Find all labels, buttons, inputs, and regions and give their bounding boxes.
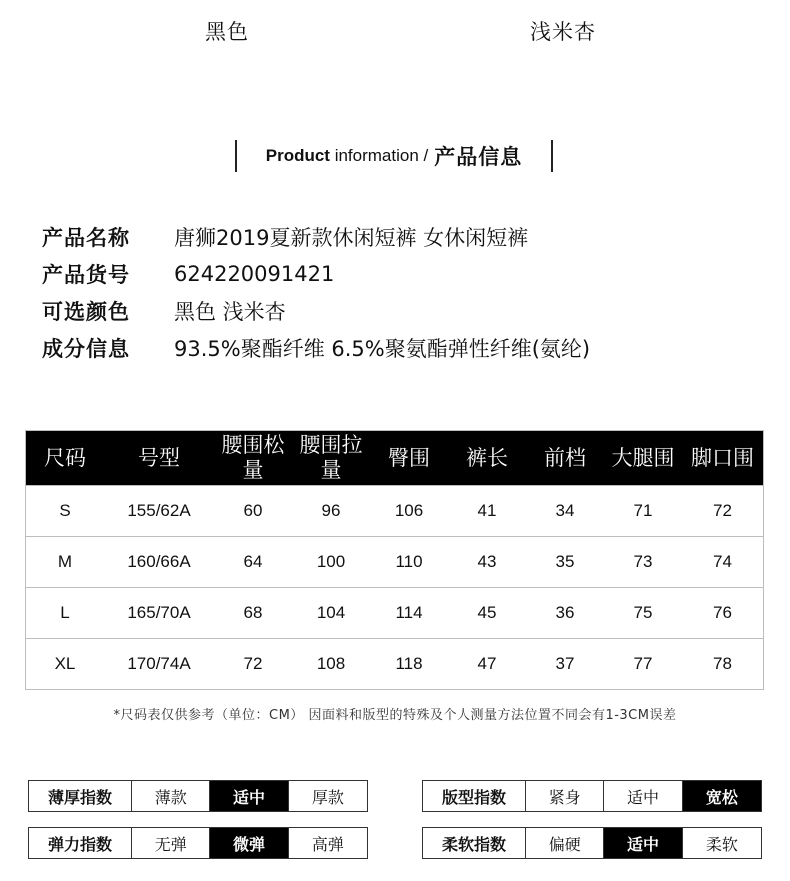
info-value: 唐狮2019夏新款休闲短裤 女休闲短裤 (174, 225, 529, 250)
product-info (42, 218, 590, 366)
table-cell: 165/70A (127, 603, 191, 622)
index-option: 无弹 (132, 828, 210, 858)
table-cell: 118 (395, 654, 423, 673)
table-cell: 76 (713, 603, 732, 622)
index-option: 适中 (210, 781, 288, 811)
info-row-sku (42, 255, 590, 292)
table-cell: 106 (394, 501, 424, 520)
table-row (26, 485, 763, 536)
table-cell: 104 (316, 603, 346, 622)
index-option: 高弹 (311, 834, 344, 854)
info-value: 624220091421 (174, 261, 335, 286)
table-cell: 75 (633, 603, 653, 622)
header-cell: 前档 (544, 446, 586, 470)
table-cell: 68 (243, 603, 263, 622)
index-option: 紧身 (526, 781, 604, 811)
info-row-composition (42, 329, 590, 366)
table-cell: S (59, 501, 71, 520)
header-cell: 臀围 (388, 446, 430, 470)
info-key: 产品货号 (42, 262, 130, 287)
index-label: 版型指数 (423, 781, 526, 811)
table-cell: 35 (555, 552, 575, 571)
index-option: 适中 (604, 828, 682, 858)
header-cell: 大腿围 (611, 446, 675, 470)
index-option: 微弹 (210, 828, 288, 858)
index-thickness (28, 780, 368, 812)
table-cell: 41 (477, 501, 497, 520)
table-cell: 160/66A (127, 552, 191, 571)
table-cell: 73 (633, 552, 653, 571)
table-cell: XL (54, 654, 76, 673)
index-fit (422, 780, 762, 812)
size-note: *尺码表仅供参考（单位：CM） 因面料和版型的特殊及个人测量方法位置不同会有1-3CM误差 (113, 708, 677, 723)
table-cell: 100 (316, 552, 346, 571)
section-header (235, 140, 553, 172)
index-softness (422, 827, 762, 859)
table-cell: 72 (713, 501, 732, 520)
header-cell: 腰围松量 (221, 434, 285, 482)
table-cell: 114 (395, 603, 423, 622)
table-cell: 36 (555, 603, 575, 622)
table-cell: 72 (243, 654, 263, 673)
index-option: 适中 (604, 781, 682, 811)
table-row (26, 587, 763, 638)
table-cell: 60 (243, 501, 263, 520)
header-cell: 号型 (138, 446, 180, 470)
header-cell: 尺码 (44, 446, 86, 470)
table-cell: 155/62A (127, 501, 191, 520)
table-cell: 64 (243, 552, 263, 571)
table-cell: L (60, 603, 70, 622)
table-row (26, 638, 763, 689)
table-cell: 47 (477, 654, 497, 673)
header-cell: 腰围拉量 (299, 434, 363, 482)
table-cell: 74 (713, 552, 732, 571)
table-cell: 78 (713, 654, 732, 673)
index-option: 宽松 (683, 781, 761, 811)
table-cell: 108 (316, 654, 346, 673)
index-label: 薄厚指数 (29, 781, 132, 811)
table-row (26, 536, 763, 587)
table-cell: 77 (633, 654, 653, 673)
size-table-header (26, 431, 763, 485)
table-cell: 71 (633, 501, 653, 520)
section-header-cn: 产品信息 (434, 145, 523, 169)
table-cell: 96 (321, 501, 341, 520)
info-value: 93.5%聚酯纤维 6.5%聚氨酯弹性纤维(氨纶) (174, 336, 591, 361)
section-header-en-bold: Product (265, 146, 330, 165)
index-option: 偏硬 (526, 828, 604, 858)
section-header-en (266, 146, 429, 166)
header-cell: 裤长 (466, 446, 508, 470)
index-option: 柔软 (705, 834, 738, 854)
table-cell: 43 (477, 552, 497, 571)
section-header-en-rest: information / (334, 146, 429, 165)
index-option: 薄款 (132, 781, 210, 811)
color-label-black: 黑色 (205, 20, 249, 44)
index-option: 厚款 (311, 787, 344, 807)
info-key: 可选颜色 (42, 299, 130, 324)
info-row-colors (42, 292, 590, 329)
table-cell: 34 (555, 501, 575, 520)
header-cell: 脚口围 (691, 446, 754, 470)
table-cell: 37 (555, 654, 575, 673)
index-elasticity (28, 827, 368, 859)
info-value: 黑色 浅米杏 (174, 299, 286, 324)
index-label: 弹力指数 (29, 828, 132, 858)
color-label-beige: 浅米杏 (530, 20, 596, 44)
info-key: 成分信息 (42, 336, 130, 361)
table-cell: 45 (477, 603, 497, 622)
table-cell: 170/74A (127, 654, 191, 673)
table-cell: M (57, 552, 73, 571)
info-key: 产品名称 (42, 225, 130, 250)
size-table (25, 430, 764, 690)
table-cell: 110 (395, 552, 423, 571)
info-row-name (42, 218, 590, 255)
index-label: 柔软指数 (423, 828, 526, 858)
